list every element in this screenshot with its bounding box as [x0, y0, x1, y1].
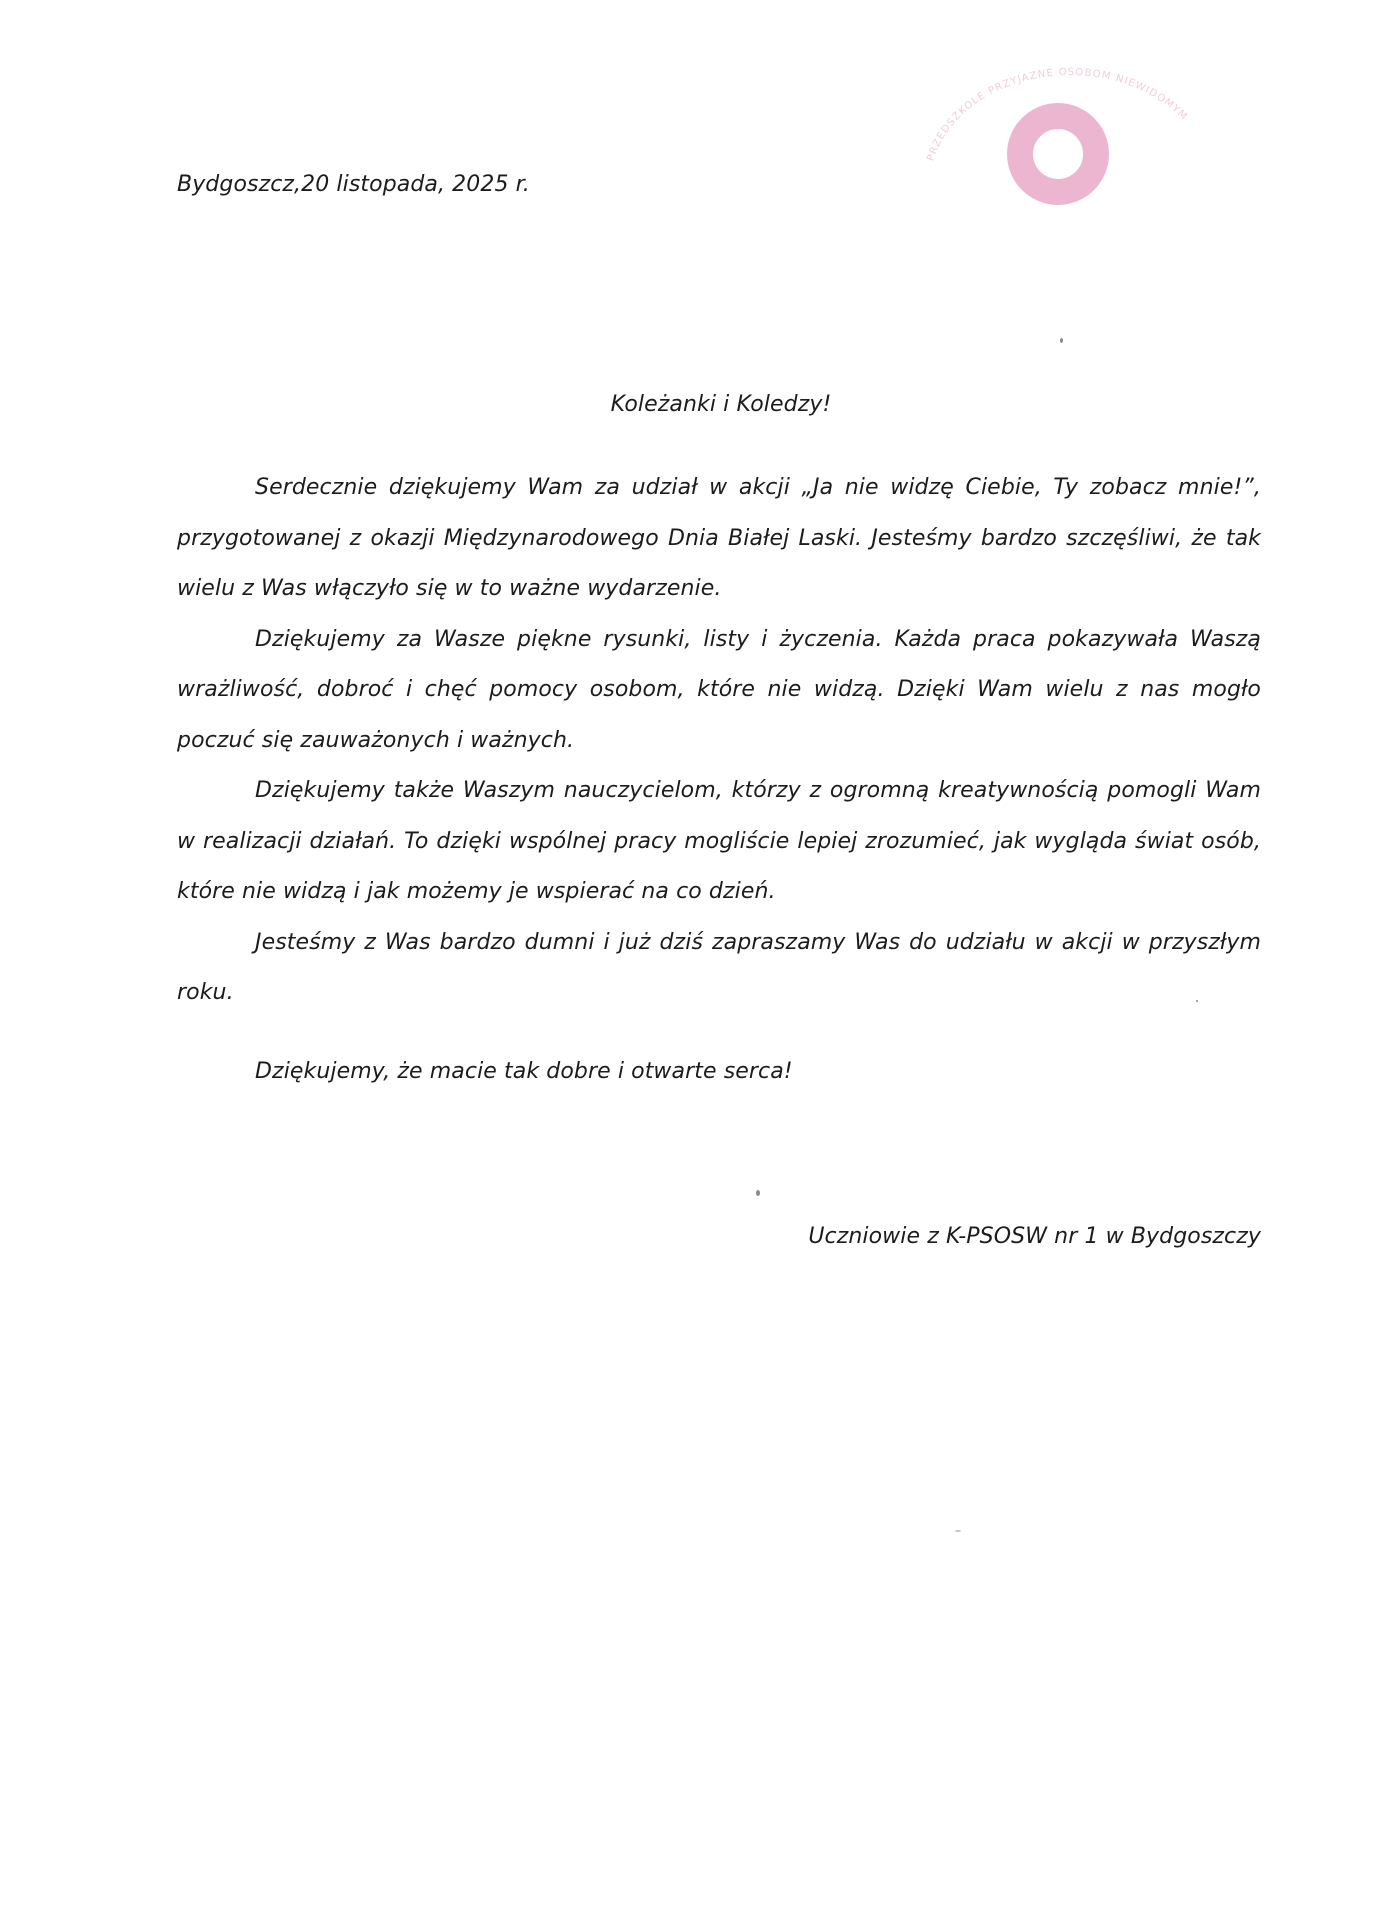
letter-body	[177, 463, 1261, 1019]
signature: Uczniowie z K-PSOSW nr 1 w Bydgoszczy	[808, 1224, 1261, 1249]
stamp-ring-icon	[1020, 116, 1096, 192]
paragraph-2: Dziękujemy za Wasze piękne rysunki, listy i życzenia. Każda praca pokazywała Waszą wrażliwość, dobroć i chęć pomocy osobom, które nie widzą. Dzięki Wam wielu z nas mogło poczuć się zauważonych i ważnych.	[177, 626, 1261, 753]
scan-speck	[955, 1530, 961, 1532]
paragraph-4: Jesteśmy z Was bardzo dumni i już dziś zapraszamy Was do udziału w akcji w przyszłym roku.	[177, 929, 1261, 1005]
school-logo-stamp	[905, 60, 1235, 230]
scan-speck	[756, 1190, 760, 1196]
stamp-text: PRZEDSZKOLE PRZYJAZNE OSOBOM NIEWIDOMYM	[925, 66, 1190, 163]
closing-line: Dziękujemy, że macie tak dobre i otwarte serca!	[255, 1059, 793, 1084]
place-date: Bydgoszcz,20 listopada, 2025 r.	[177, 172, 530, 197]
scan-speck	[1196, 1000, 1198, 1002]
paragraph-3: Dziękujemy także Waszym nauczycielom, którzy z ogromną kreatywnością pomogli Wam w realizacji działań. To dzięki wspólnej pracy mogliście lepiej zrozumieć, jak wygląda świat osób, które nie widzą i jak możemy je wspierać na co dzień.	[177, 778, 1261, 904]
scan-speck	[1060, 338, 1063, 343]
paragraph-1: Serdecznie dziękujemy Wam za udział w akcji „Ja nie widzę Ciebie, Ty zobacz mnie!”, przygotowanej z okazji Międzynarodowego Dnia Białej Laski. Jesteśmy bardzo szczęśliwi, że tak wielu z Was włączyło się w to ważne wydarzenie.	[177, 475, 1261, 601]
greeting: Koleżanki i Koledzy!	[610, 392, 832, 417]
